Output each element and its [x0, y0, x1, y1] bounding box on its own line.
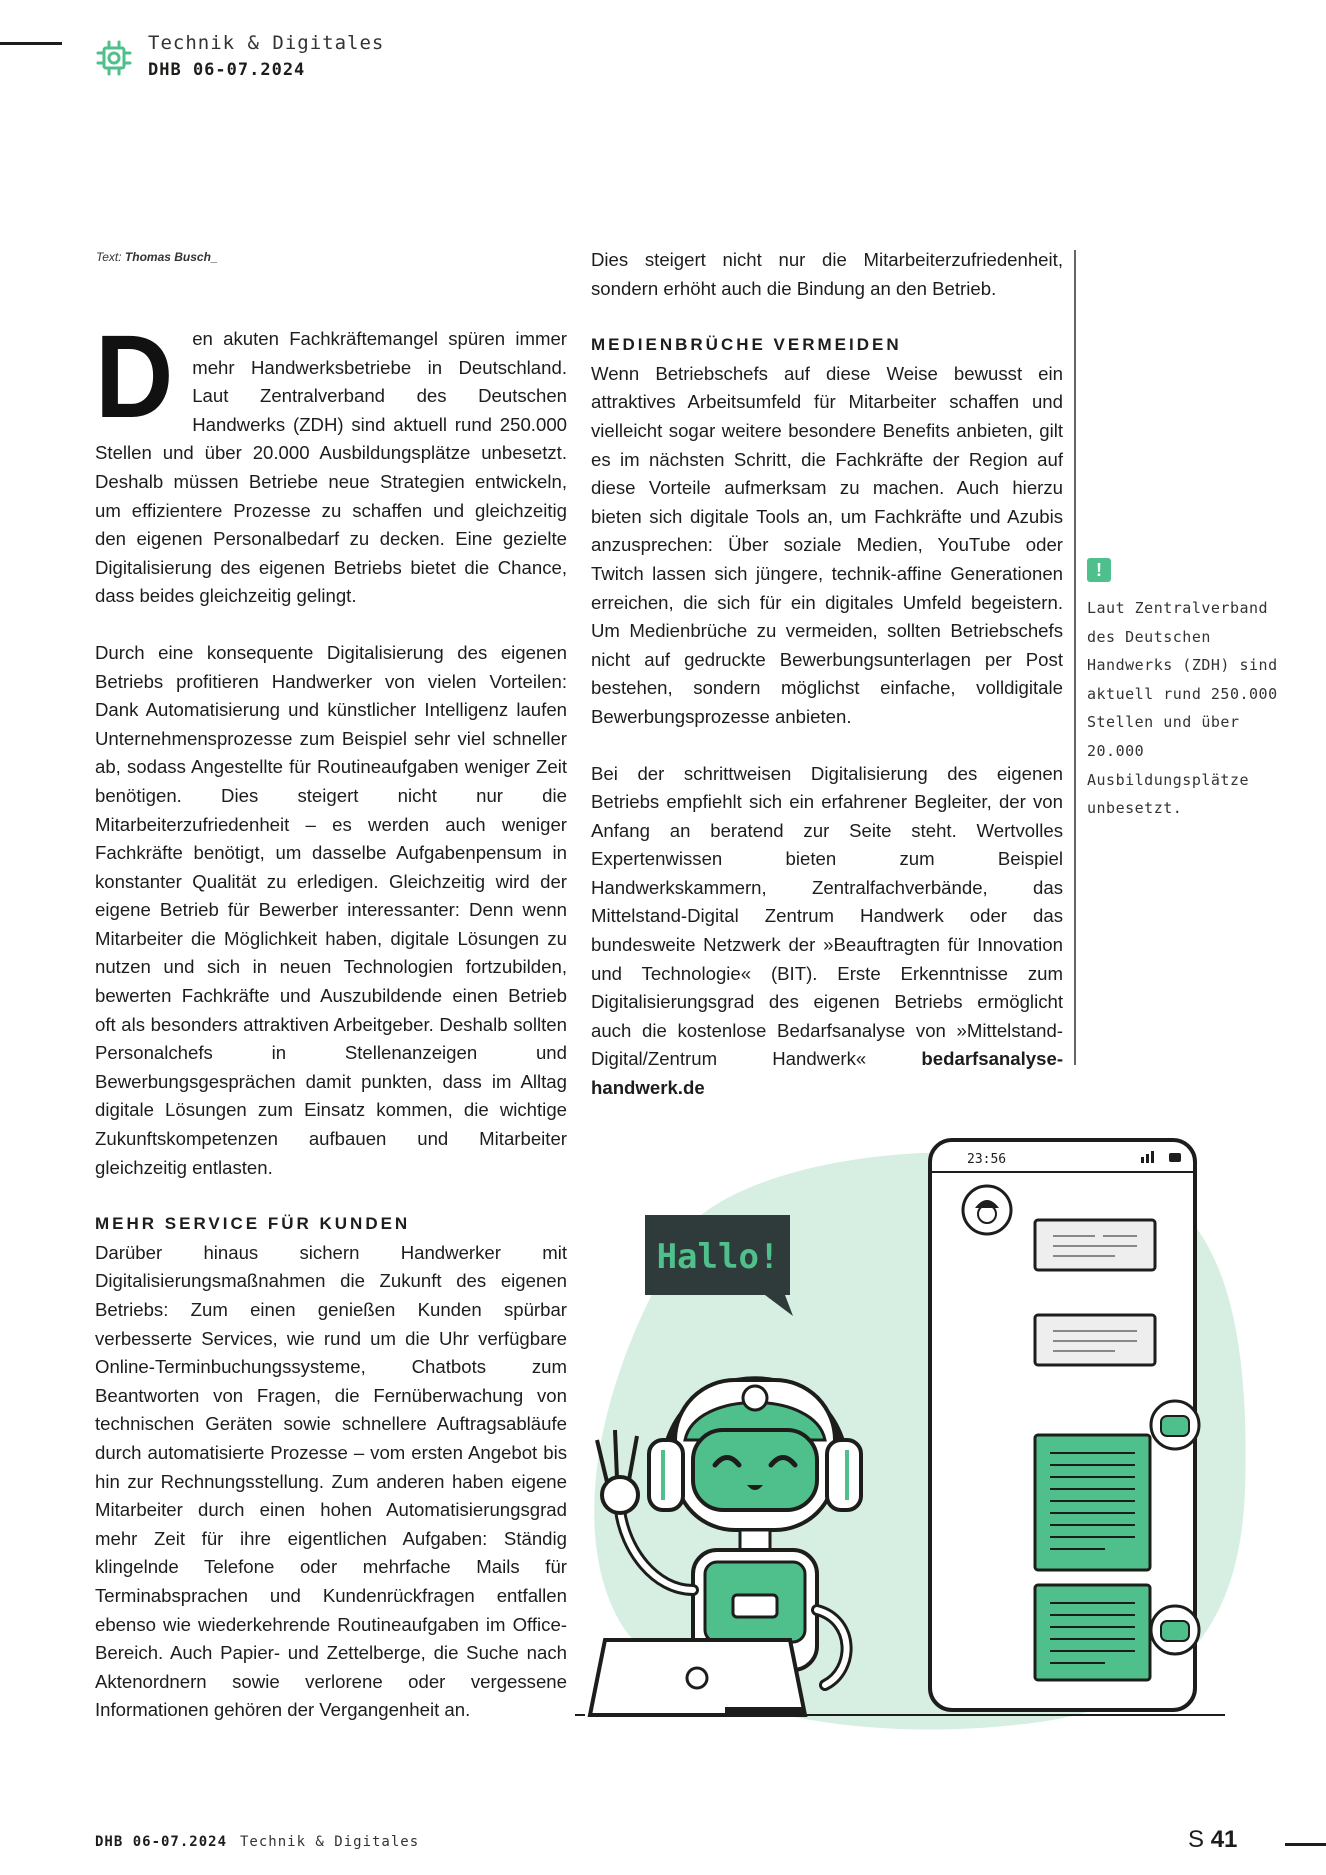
chat-bubble-bot-2 — [1035, 1585, 1150, 1680]
chat-bubble-bot-1 — [1035, 1435, 1150, 1570]
footer-section: Technik & Digitales — [240, 1834, 420, 1850]
page-number — [1188, 1826, 1237, 1854]
heading-mehr-service: MEHR SERVICE FÜR KUNDEN — [95, 1214, 411, 1234]
sidebar-divider — [1074, 250, 1076, 1065]
bedarfsanalyse-link[interactable]: bedarfsanalyse-handwerk.de — [591, 1048, 1064, 1099]
paragraph-3: Darüber hinaus sichern Handwerker mit Digitalisierungsmaßnahmen die Zukunft des eigenen Betriebs: Zum einen genießen Kunden spürbar verbesserte Services, wie rund um die Uhr verfügbare Online-Terminbuchungssysteme, Chatbots zum Beantworten von Fragen, die Fernüberwachung von technischen Geräten sowie schnellere Auftragsabläufe durch automatisierte Prozesse – vom ersten Angebot bis hin zur Rechnungsstellung. Zum anderen haben eigene Mitarbeiter durch einen hohen Automatisierungsgrad mehr Zeit für ihre eigentlichen Aufgaben: Ständig klingelnde Telefone oder mehrfache Mails für Terminabsprachen und Kundenrückfragen entfallen ebenso wie wiederkehrende Routineaufgaben im Office-Bereich. Auch Papier- und Zettelberge, die Suche nach Aktenordnern sowie verlorene oder vergessene Informationen gehören der Vergangenheit an. — [95, 1241, 567, 1721]
article-column-2 — [591, 246, 1063, 1103]
intro-paragraph — [95, 311, 567, 611]
intro-text: en akuten Fachkräftemangel spüren immer mehr Handwerksbetriebe in Deutschland. Laut Zentralverband des Deutschen Handwerks (ZDH) sind aktuell rund 250.000 Stellen und über 20.000 Ausbildungsplätze unbesetzt. Deshalb müssen Betriebe neue Strategien entwickeln, um effizientere Prozesse zu schaffen und gleichzeitig den eigenen Personalbedarf zu decken. Eine gezielte Digitalisierung des eigenen Betriebs bietet die Chance, dass beides gleichzeitig gelingt. — [95, 328, 567, 607]
robot-chatbot-illustration — [575, 1110, 1255, 1750]
drop-cap: D — [95, 311, 174, 443]
header-issue: DHB 06-07.2024 — [148, 60, 306, 80]
chat-bubble-user-2 — [1035, 1315, 1155, 1365]
exclamation-icon: ! — [1087, 558, 1111, 582]
page-number-value: 41 — [1210, 1826, 1238, 1853]
col2-paragraph-3 — [591, 760, 1063, 1103]
footer-rule — [1285, 1843, 1326, 1846]
header-rule — [0, 42, 62, 45]
col2-paragraph-2: Wenn Betriebschefs auf diese Weise bewusst ein attraktives Arbeitsumfeld für Mitarbeiter schaffen und vielleicht sogar weitere besondere Benefits anbieten, gilt es im nächsten Schritt, die Fachkräfte der Region auf diese Vorteile aufmerksam zu machen. Auch hierzu bieten sich digitale Tools an, um Fachkräfte und Azubis anzusprechen: Über soziale Medien, YouTube oder Twitch lassen sich jüngere, technik-affine Generationen erreichen, die sich für ein digitales Umfeld begeistern. Um Medienbrüche zu vermeiden, sollten Betriebschefs nicht auf gedruckte Bewerbungsunterlagen per Post bestehen, sondern möglichst einfache, volldigitale Bewerbungsprozesse anbieten. — [591, 362, 1063, 727]
col2-paragraph-3-text: Bei der schrittweisen Digitalisierung des eigenen Betriebs empfiehlt sich ein erfahrener Begleiter, der von Anfang an beratend zur Seite steht. Wertvolles Expertenwissen bieten zum Beispiel Handwerkskammern, Zentralfachverbände, das Mittelstand-Digital Zentrum Handwerk oder das bundesweite Netzwerk der »Beauftragten für Innovation und Technologie« (BIT). Erste Erkenntnisse zum Digitalisierungsgrad des eigenen Betriebs ermöglicht auch die kostenlose Bedarfsanalyse von »Mittelstand-Digital/Zentrum Handwerk« — [591, 762, 1063, 1070]
chat-bubble-user-1 — [1035, 1220, 1155, 1270]
col2-paragraph-1: Dies steigert nicht nur die Mitarbeiterzufriedenheit, sondern erhöht auch die Bindung an den Betrieb. — [591, 249, 1063, 299]
byline — [96, 250, 218, 264]
heading-medienbrueche: MEDIENBRÜCHE VERMEIDEN — [591, 335, 902, 355]
byline-author: Thomas Busch_ — [124, 250, 218, 264]
sidebar-fact: Laut Zentralverband des Deutschen Handwerks (ZDH) sind aktuell rund 250.000 Stellen und über 20.000 Ausbildungsplätze unbesetzt. — [1087, 599, 1278, 818]
article-column-1 — [95, 311, 567, 1725]
circuit-chip-icon — [94, 38, 134, 78]
header-section: Technik & Digitales — [148, 32, 385, 54]
byline-prefix: Text: — [96, 250, 122, 264]
paragraph-2: Durch eine konsequente Digitalisierung des eigenen Betriebs profitieren Handwerker von vielen Vorteilen: Dank Automatisierung und künstlicher Intelligenz laufen Unternehmensprozesse zum Beispiel sehr viel schneller ab, sodass Angestellte für Routineaufgaben weniger Zeit benötigen. Dies steigert nicht nur die Mitarbeiterzufriedenheit – es werden auch weniger Fachkräfte benötigt, um dasselbe Aufgabenpensum in konstanter Qualität zu erledigen. Gleichzeitig wird der eigene Betrieb für Bewerber interessanter: Denn wenn Mitarbeiter die Möglichkeit haben, digitale Lösungen zu nutzen und sich in neuen Technologien fortzubilden, bewerten Fachkräfte und Auszubildende einen Betrieb oft als besonders attraktiven Arbeitgeber. Deshalb sollten Personalchefs in Stellenanzeigen und Bewerbungsgesprächen damit punkten, dass im Alltag digitale Lösungen zum Einsatz kommen, die wichtige Zukunftskompetenzen aufbauen und Mitarbeiter gleichzeitig entlasten. — [95, 641, 567, 1178]
phone-time: 23:56 — [967, 1152, 1007, 1167]
page-prefix: S — [1188, 1826, 1205, 1853]
footer-issue: DHB 06-07.2024 — [95, 1834, 228, 1850]
hallo-text: Hallo! — [656, 1237, 780, 1277]
